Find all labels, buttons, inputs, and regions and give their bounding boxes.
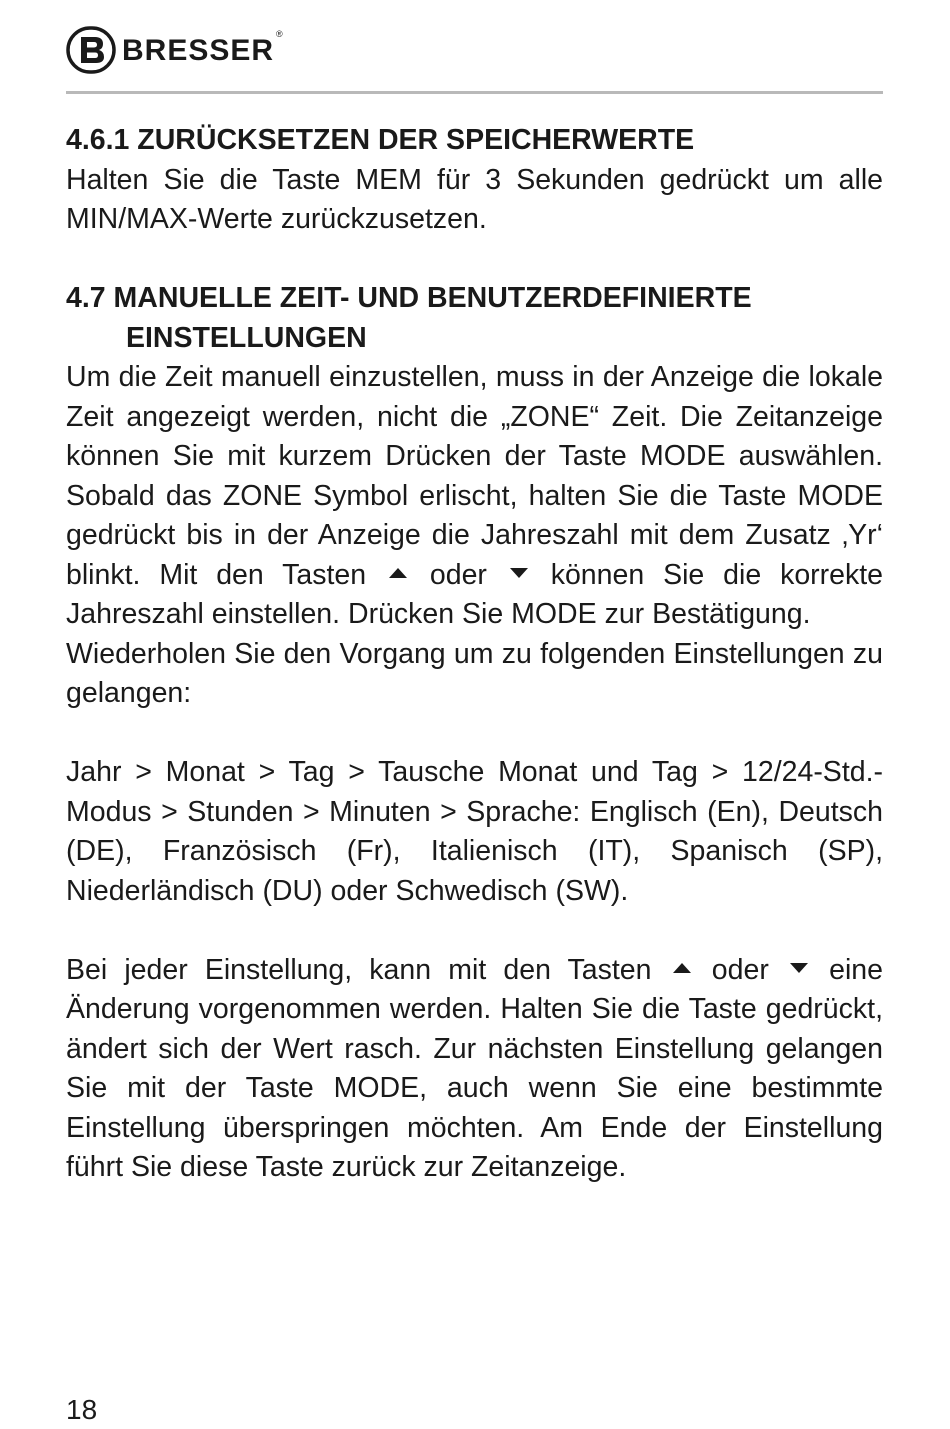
bresser-logo-icon xyxy=(66,26,116,74)
up-arrow-icon xyxy=(389,568,407,578)
section-47-para-1: Um die Zeit manuell einzustellen, muss in der Anzeige die lokale Zeit angezeigt werden, nicht die „ZONE“ Zeit. Die Zeitanzeige können Sie mit kurzem Drücken der Taste MODE auswählen. Sobald das ZONE Symbol erlischt, halten Sie die Taste MODE gedrückt bis in der Anzeige die Jahreszahl mit dem Zusatz ‚Yr‘ blinkt. Mit den Tasten oder können Sie die korrekte Jahreszahl einstellen. Drücken Sie MODE zur Bestätigung. xyxy=(66,361,884,630)
section-heading-461: 4.6.1 ZURÜCKSETZEN DER SPEICHERWERTE xyxy=(66,124,695,156)
header-divider xyxy=(66,91,883,94)
up-arrow-icon xyxy=(673,963,691,973)
page-header xyxy=(66,26,284,74)
section-461-body: Halten Sie die Taste MEM für 3 Sekunden gedrückt um alle MIN/MAX-Werte zurückzusetzen. xyxy=(66,163,883,235)
registered-mark: ® xyxy=(276,29,284,39)
section-47-para-2: Wiederholen Sie den Vorgang um zu folgenden Einstellungen zu gelangen: xyxy=(66,637,883,709)
down-arrow-icon xyxy=(790,963,808,973)
page-content xyxy=(66,121,883,1188)
down-arrow-icon xyxy=(510,568,528,578)
section-47-para-4: Bei jeder Einstellung, kann mit den Tasten oder eine Änderung vorgenommen werden. Halten Sie die Taste gedrückt, ändert sich der Wert rasch. Zur nächsten Einstellung gelangen Sie mit der Taste MODE, auch wenn Sie eine bestimmte Einstellung überspringen möchten. Am Ende der Einstellung führt Sie diese Taste zurück zur Zeitanzeige. xyxy=(66,953,884,1183)
page-number: 18 xyxy=(66,1394,98,1425)
section-heading-47: 4.7 MANUELLE ZEIT- UND BENUTZERDEFINIERTE EINSTELLUNGEN xyxy=(66,282,752,354)
section-47-settings-sequence: Jahr > Monat > Tag > Tausche Monat und Tag > 12/24-Std.-Modus > Stunden > Minuten > Sprache: Englisch (En), Deutsch (DE), Französisch (Fr), Italienisch (IT), Spanisch (SP), Niederländisch (DU) oder Schwedisch (SW). xyxy=(66,756,883,907)
brand-name: BRESSER ® xyxy=(122,29,284,67)
